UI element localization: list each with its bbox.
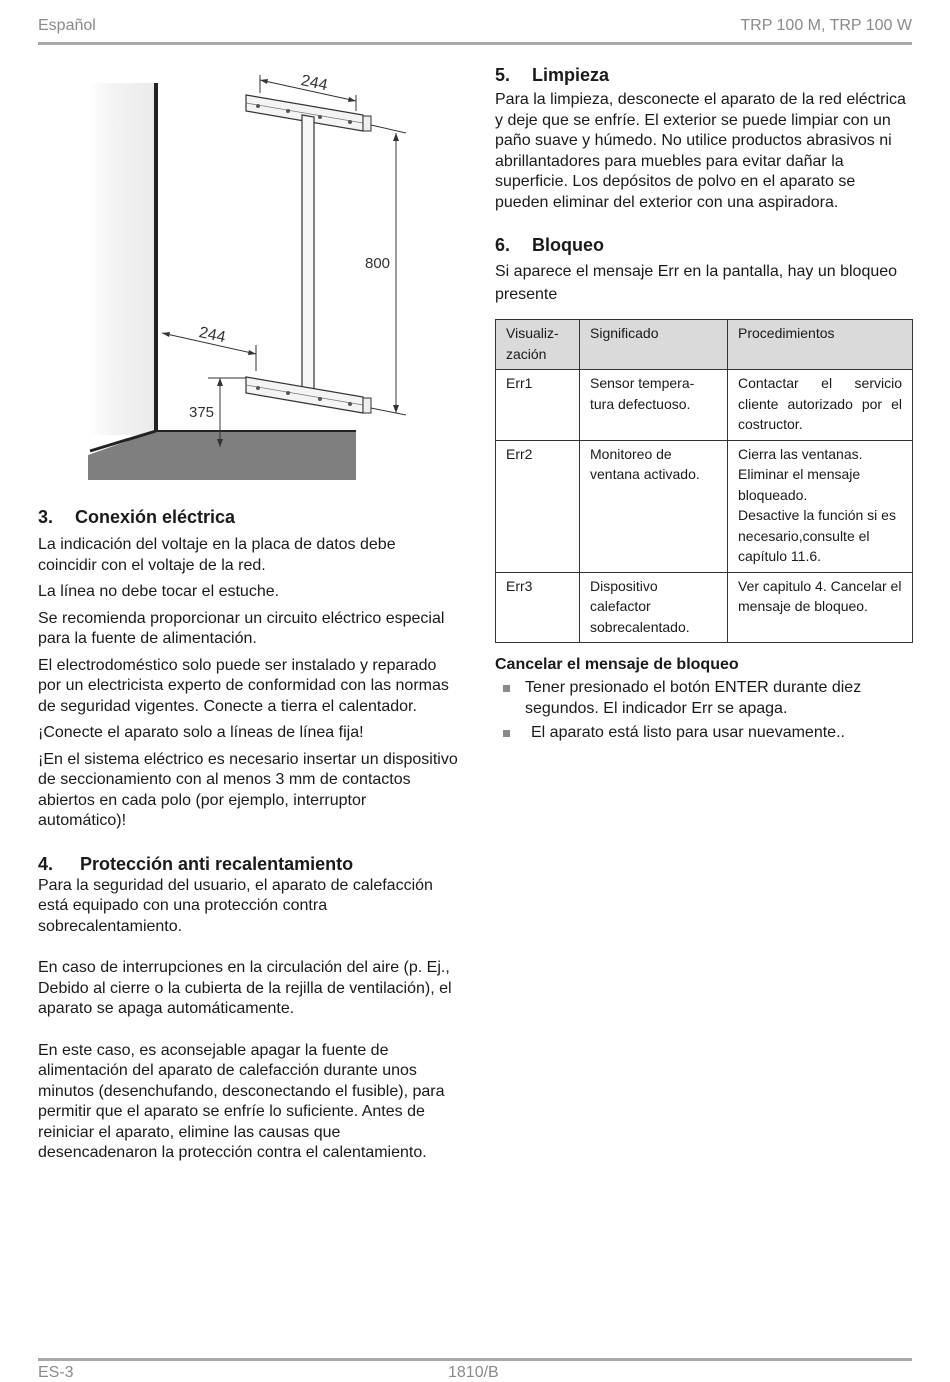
table-header-cell: Visualiz- zación bbox=[496, 320, 580, 370]
section-6-number: 6. bbox=[495, 235, 511, 255]
section-4-paragraph: En este caso, es aconsejable apagar la fuente de alimentación del aparato de calefacción durante unos minutos (desenchufando, desconectando el fusible), para permitir que el aparato se enfríe lo suficiente. Antes de reiniciar el aparato, elimine las causas que desencadenaron la protección contra el calentamiento. bbox=[38, 1041, 445, 1161]
section-3-paragraph: ¡Conecte el aparato solo a líneas de línea fija! bbox=[38, 724, 364, 741]
section-3-title: Conexión eléctrica bbox=[75, 507, 236, 527]
footer-page-number: ES-3 bbox=[38, 1364, 74, 1381]
section-3-paragraph: La línea no debe tocar el estuche. bbox=[38, 583, 280, 600]
section-overheat bbox=[38, 852, 458, 1164]
table-cell: Cierra las ventanas. Eliminar el mensaje bloqueado. Desactive la función si es necesario,consulte el capítulo 11.6. bbox=[728, 440, 913, 572]
bullet-square-icon bbox=[503, 730, 510, 737]
error-table bbox=[495, 319, 913, 643]
table-header-cell: Procedimientos bbox=[728, 320, 913, 370]
header-model: TRP 100 M, TRP 100 W bbox=[740, 17, 912, 34]
table-cell: Dispositivo calefactor sobrecalentado. bbox=[580, 572, 728, 643]
dim-top-label: 244 bbox=[299, 75, 330, 95]
section-3-number: 3. bbox=[38, 507, 54, 527]
header-rule bbox=[38, 42, 912, 45]
section-6-intro: Si aparece el mensaje Err en la pantalla, hay un bloqueo presente bbox=[495, 263, 898, 303]
list-item-text: El aparato está listo para usar nuevamente.. bbox=[531, 724, 845, 741]
section-4-paragraph: Para la seguridad del usuario, el aparato de calefacción está equipado con una protección contra sobrecalentamiento. bbox=[38, 876, 433, 935]
mounting-diagram bbox=[88, 75, 448, 480]
section-6-title: Bloqueo bbox=[532, 235, 604, 255]
cancel-lock-heading: Cancelar el mensaje de bloqueo bbox=[495, 656, 739, 673]
table-header-row bbox=[496, 320, 913, 370]
section-6-heading bbox=[495, 233, 913, 257]
section-3-paragraph: Se recomienda proporcionar un circuito eléctrico especial para la fuente de alimentación. bbox=[38, 609, 445, 647]
table-cell: Ver capitulo 4. Cancelar el mensaje de bloqueo. bbox=[728, 572, 913, 643]
section-cleaning bbox=[495, 63, 913, 213]
header-language: Español bbox=[38, 17, 96, 34]
dimension-left bbox=[162, 324, 256, 371]
table-header-cell: Significado bbox=[580, 320, 728, 370]
section-electrical bbox=[38, 505, 458, 832]
cancel-lock-list bbox=[495, 678, 913, 744]
dim-left-label: 244 bbox=[197, 324, 228, 347]
section-3-paragraph: El electrodoméstico solo puede ser instalado y reparado por un electricista experto de conformidad con las normas de seguridad vigentes. Conecte a tierra el calentador. bbox=[38, 656, 449, 715]
list-item bbox=[495, 723, 913, 744]
section-5-text: Para la limpieza, desconecte el aparato de la red eléctrica y deje que se enfríe. El exterior se puede limpiar con un paño suave y húmedo. No utilice productos abrasivos ni abrillantadores para muebles para evitar dañar la superficie. Los depósitos de polvo en el aparato se pueden eliminar del exterior con una aspiradora. bbox=[495, 91, 906, 211]
section-3-paragraph: ¡En el sistema eléctrico es necesario insertar un dispositivo de seccionamiento con al menos 3 mm de contactos abiertos en cada polo (por ejemplo, interruptor automático)! bbox=[38, 750, 458, 829]
section-5-title: Limpieza bbox=[532, 65, 610, 85]
footer-rule bbox=[38, 1358, 912, 1361]
right-column bbox=[495, 63, 913, 748]
dimension-height bbox=[365, 125, 406, 415]
bullet-square-icon bbox=[503, 685, 510, 692]
table-cell: Err3 bbox=[496, 572, 580, 643]
table-cell: Contactar el servicio cliente autorizado por el costructor. bbox=[728, 370, 913, 441]
footer-doc-code: 1810/B bbox=[448, 1364, 499, 1381]
dim-floor-label: 375 bbox=[189, 404, 215, 421]
list-item-text: Tener presionado el botón ENTER durante diez segundos. El indicador Err se apaga. bbox=[525, 679, 862, 717]
section-5-heading bbox=[495, 63, 913, 87]
side-wall bbox=[90, 83, 156, 435]
section-3-heading bbox=[38, 505, 458, 529]
mounting-figure bbox=[88, 75, 448, 480]
table-cell: Sensor tempera- tura defectuoso. bbox=[580, 370, 728, 441]
section-4-title: Protección anti recalentamiento bbox=[80, 853, 354, 874]
section-5-number: 5. bbox=[495, 65, 511, 85]
vertical-bar bbox=[302, 115, 314, 403]
left-column bbox=[38, 505, 458, 1164]
section-4-heading bbox=[38, 852, 458, 876]
table-row bbox=[496, 440, 913, 572]
table-cell: Monitoreo de ventana activado. bbox=[580, 440, 728, 572]
section-3-paragraph: La indicación del voltaje en la placa de datos debe coincidir con el voltaje de la red. bbox=[38, 536, 396, 574]
dim-height-label: 800 bbox=[365, 255, 391, 272]
table-row bbox=[496, 572, 913, 643]
section-lockout bbox=[495, 233, 913, 744]
section-4-number: 4. bbox=[38, 853, 54, 874]
section-4-paragraph: En caso de interrupciones en la circulación del aire (p. Ej., Debido al cierre o la cubierta de la rejilla de ventilación), el aparato se apaga automáticamente. bbox=[38, 959, 452, 1017]
table-row bbox=[496, 370, 913, 441]
table-cell: Err1 bbox=[496, 370, 580, 441]
table-cell: Err2 bbox=[496, 440, 580, 572]
list-item bbox=[495, 678, 913, 719]
